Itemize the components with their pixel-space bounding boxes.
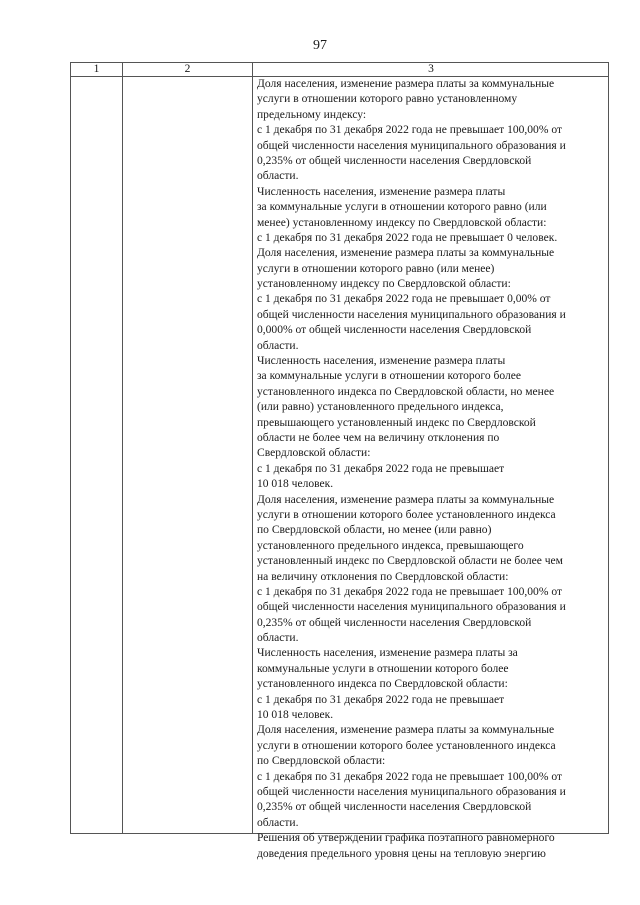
text-line: коммунальные услуги в отношении которого более	[257, 662, 509, 675]
text-line: (или равно) установленного предельного индекса,	[257, 401, 504, 414]
text-line: за коммунальные услуги в отношении которого равно (или	[257, 201, 547, 214]
text-line: установленного индекса по Свердловской области:	[257, 678, 508, 691]
text-line: Численность населения, изменение размера платы	[257, 355, 506, 368]
text-line: Доля населения, изменение размера платы за коммунальные	[257, 493, 555, 506]
text-line: области.	[257, 816, 299, 829]
text-line: по Свердловской области, но менее (или равно)	[257, 524, 492, 537]
text-line: услуги в отношении которого более установленного индекса	[257, 508, 556, 521]
text-line: установленного индекса по Свердловской области, но менее	[257, 385, 555, 398]
text-line: с 1 декабря по 31 декабря 2022 года не превышает 100,00% от	[257, 124, 562, 137]
text-line: 0,235% от общей численности населения Свердловской	[257, 801, 532, 814]
text-line: менее) установленному индексу по Свердловской области:	[257, 216, 547, 229]
text-line: услуги в отношении которого равно (или менее)	[257, 262, 495, 275]
text-line: доведения предельного уровня цены на тепловую энергию	[257, 847, 546, 860]
text-line: 10 018 человек.	[257, 709, 334, 722]
text-line: области.	[257, 632, 299, 645]
text-line: превышающего установленный индекс по Свердловской	[257, 416, 536, 429]
text-line: Доля населения, изменение размера платы за коммунальные	[257, 724, 555, 737]
text-line: общей численности населения муниципального образования и	[257, 308, 566, 321]
column-divider-1	[122, 63, 123, 833]
text-line: по Свердловской области:	[257, 755, 386, 768]
text-line: Численность населения, изменение размера платы за	[257, 647, 518, 660]
text-line: с 1 декабря по 31 декабря 2022 года не превышает 100,00% от	[257, 770, 562, 783]
page-number: 97	[313, 38, 327, 53]
text-line: Доля населения, изменение размера платы за коммунальные	[257, 78, 555, 90]
text-line: с 1 декабря по 31 декабря 2022 года не превышает 0,00% от	[257, 293, 551, 306]
text-line: с 1 декабря по 31 декабря 2022 года не превышает	[257, 693, 505, 706]
text-line: установленный индекс по Свердловской области не более чем	[257, 555, 563, 568]
text-line: области.	[257, 170, 299, 183]
text-line: за коммунальные услуги в отношении которого более	[257, 370, 522, 383]
column-header-2: 2	[184, 63, 191, 75]
text-line: на величину отклонения по Свердловской области:	[257, 570, 509, 583]
text-line: 0,235% от общей численности населения Свердловской	[257, 154, 532, 167]
text-line: 0,000% от общей численности населения Свердловской	[257, 324, 532, 337]
text-line: 10 018 человек.	[257, 478, 334, 491]
text-line: области.	[257, 339, 299, 352]
text-line: с 1 декабря по 31 декабря 2022 года не превышает 100,00% от	[257, 585, 562, 598]
text-line: установленному индексу по Свердловской области:	[257, 278, 511, 291]
text-line: услуги в отношении которого более установленного индекса	[257, 739, 556, 752]
text-line: услуги в отношении которого равно установленному	[257, 93, 518, 106]
text-line: общей численности населения муниципального образования и	[257, 139, 566, 152]
text-line: 0,235% от общей численности населения Свердловской	[257, 616, 532, 629]
column-header-1: 1	[93, 63, 100, 75]
column-3-text	[257, 77, 607, 862]
column-header-3: 3	[428, 63, 434, 75]
document-table	[70, 62, 609, 860]
text-line: Свердловской области:	[257, 447, 371, 460]
text-line: области не более чем на величину отклонения по	[257, 431, 500, 444]
text-line: Решения об утверждении графика поэтапного равномерного	[257, 832, 555, 845]
column-divider-2	[252, 63, 253, 833]
text-line: с 1 декабря по 31 декабря 2022 года не превышает 0 человек.	[257, 231, 558, 244]
table-header-row	[71, 63, 608, 77]
text-line: общей численности населения муниципального образования и	[257, 785, 566, 798]
text-line: установленного предельного индекса, превышающего	[257, 539, 524, 552]
text-line: Численность населения, изменение размера платы	[257, 185, 506, 198]
text-line: общей численности населения муниципального образования и	[257, 601, 566, 614]
text-line: Доля населения, изменение размера платы за коммунальные	[257, 247, 555, 260]
text-line: предельному индексу:	[257, 108, 367, 121]
text-line: с 1 декабря по 31 декабря 2022 года не превышает	[257, 462, 505, 475]
